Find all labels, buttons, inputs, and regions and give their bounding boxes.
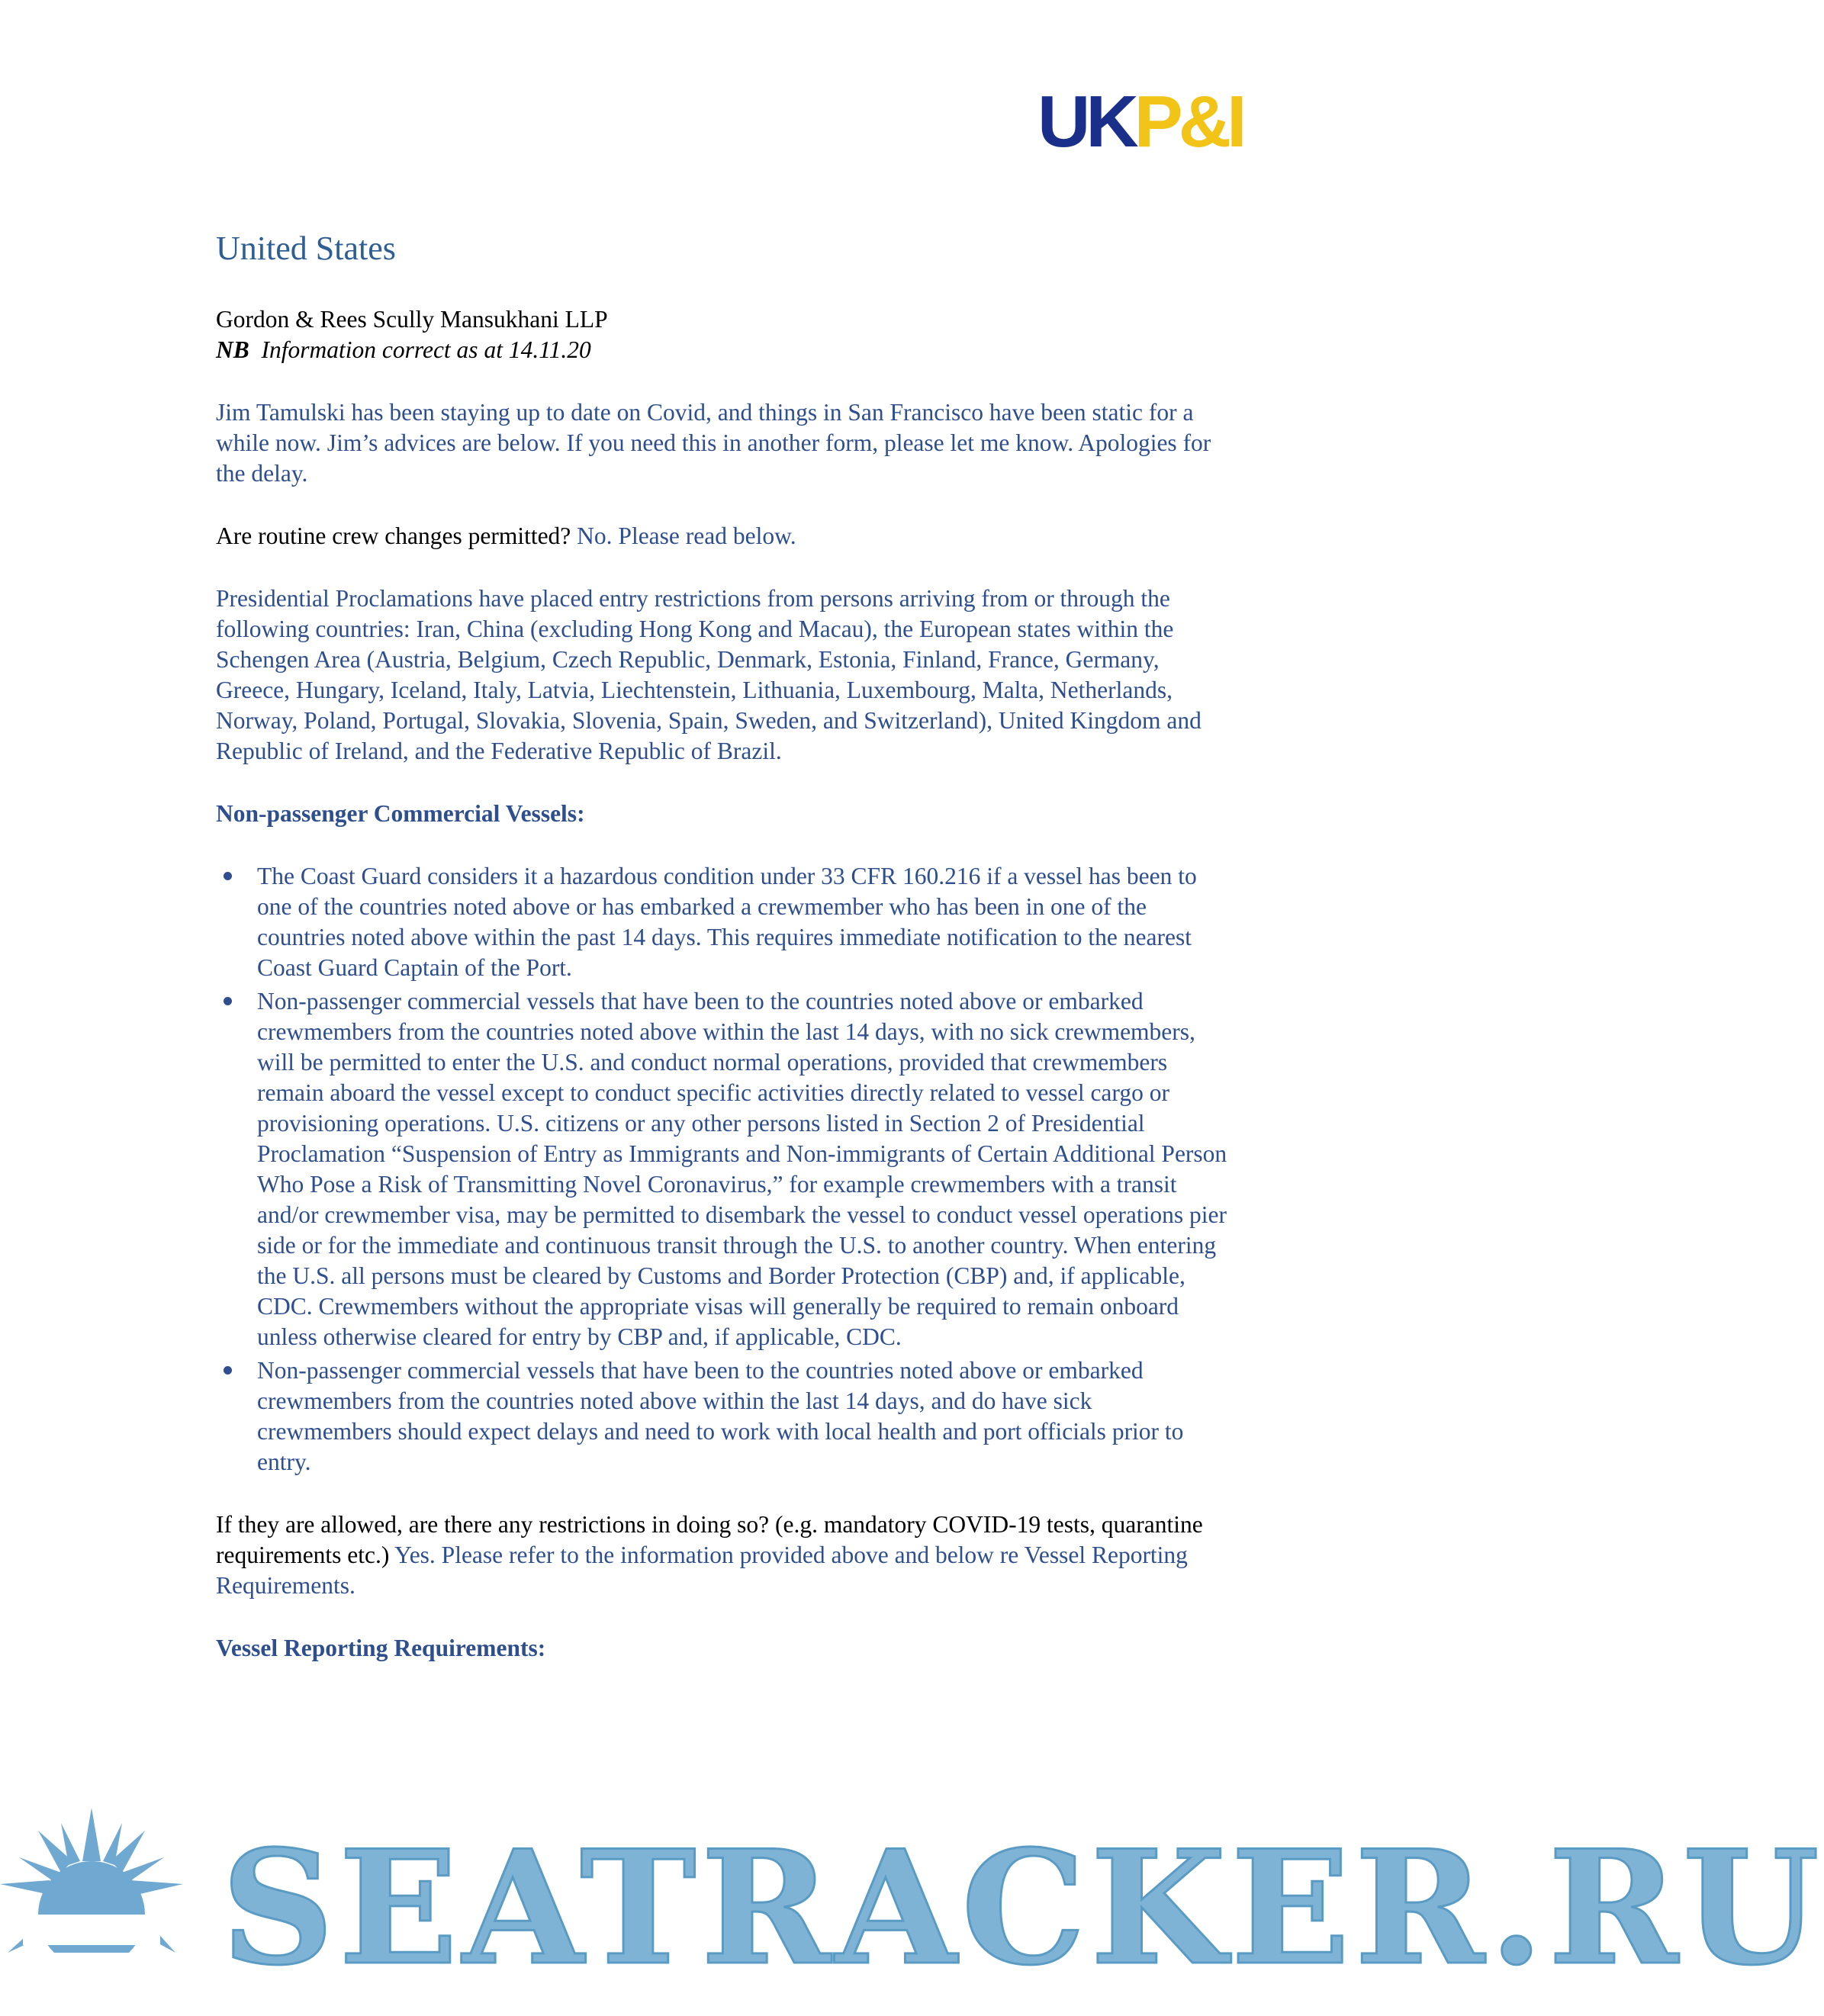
list-item	[216, 986, 1230, 1352]
proclamations-paragraph: Presidential Proclamations have placed entry restrictions from persons arriving from or through the following countries: Iran, China (excluding Hong Kong and Macau), the European states within the Schengen Area (Austria, Belgium, Czech Republic, Denmark, Estonia, Finland, France, Germany, Greece, Hungary, Iceland, Italy, Latvia, Liechtenstein, Lithuania, Luxembourg, Malta, Netherlands, Norway, Poland, Portugal, Slovakia, Slovenia, Spain, Sweden, and Switzerland), United Kingdom and Republic of Ireland, and the Federative Republic of Brazil.	[216, 584, 1202, 764]
firm-name: Gordon & Rees Scully Mansukhani LLP	[216, 305, 608, 333]
question-crew-changes	[216, 521, 1230, 551]
list-item-text: The Coast Guard considers it a hazardous condition under 33 CFR 160.216 if a vessel has been to one of the countries noted above or has embarked a crewmember who has been in one of the countries noted above within the past 14 days. This requires immediate notification to the nearest Coast Guard Captain of the Port.	[257, 862, 1197, 981]
logo-uk: UK	[1037, 81, 1134, 162]
bullet-icon	[224, 997, 232, 1005]
list-item-text: Non-passenger commercial vessels that have been to the countries noted above or embarked crewmembers from the countries noted above within the last 14 days, with no sick crewmembers, will be permitted to enter the U.S. and conduct normal operations, provided that crewmembers remain aboard the vessel except to conduct specific activities directly related to vessel cargo or provisioning operations. U.S. citizens or any other persons listed in Section 2 of Presidential Proclamation “Suspension of Entry as Immigrants and Non-immigrants of Certain Additional Person Who Pose a Risk of Transmitting Novel Coronavirus,” for example crewmembers with a transit and/or crewmember visa, may be permitted to disembark the vessel to conduct vessel operations pier side or for the immediate and continuous transit through the U.S. to another country. When entering the U.S. all persons must be cleared by Customs and Border Protection (CBP) and, if applicable, CDC. Crewmembers without the appropriate visas will generally be required to remain onboard unless otherwise cleared for entry by CBP and, if applicable, CDC.	[257, 987, 1227, 1350]
section-heading-reporting: Vessel Reporting Requirements:	[216, 1634, 546, 1661]
intro-paragraph: Jim Tamulski has been staying up to date on Covid, and things in San Francisco have been static for a while now. Jim’s advices are below. If you need this in another form, please let me know. Apologies for the delay.	[216, 398, 1211, 487]
ukpi-logo	[1037, 81, 1243, 162]
nb-label: NB	[216, 336, 249, 363]
nb-line	[216, 335, 1230, 365]
list-item	[216, 861, 1230, 983]
vessel-rules-list	[216, 861, 1230, 1477]
logo-pi: P&I	[1134, 81, 1243, 162]
question-restrictions	[216, 1510, 1230, 1601]
answer-text: Yes. Please refer to the information provided above and below re Vessel Reporting Requirements.	[216, 1541, 1188, 1599]
document-body	[216, 229, 1230, 1696]
page-title: United States	[216, 230, 396, 267]
watermark-text: SEATRACKER.RU	[221, 1817, 1824, 2000]
question-text: Are routine crew changes permitted?	[216, 522, 571, 549]
list-item	[216, 1355, 1230, 1477]
list-item-text: Non-passenger commercial vessels that have been to the countries noted above or embarked crewmembers from the countries noted above within the last 14 days, and do have sick crewmembers should expect delays and need to work with local health and port officials prior to entry.	[257, 1356, 1184, 1475]
section-heading-nonpassenger: Non-passenger Commercial Vessels:	[216, 799, 585, 827]
bullet-icon	[224, 1366, 232, 1375]
answer-text: No. Please read below.	[571, 522, 796, 549]
bullet-icon	[224, 872, 232, 880]
question-text: If they are allowed, are there any restrictions in doing so? (e.g. mandatory COVID-19 tests, quarantine requirements etc.)	[216, 1510, 1203, 1568]
nb-text: Information correct as at 14.11.20	[261, 336, 591, 363]
